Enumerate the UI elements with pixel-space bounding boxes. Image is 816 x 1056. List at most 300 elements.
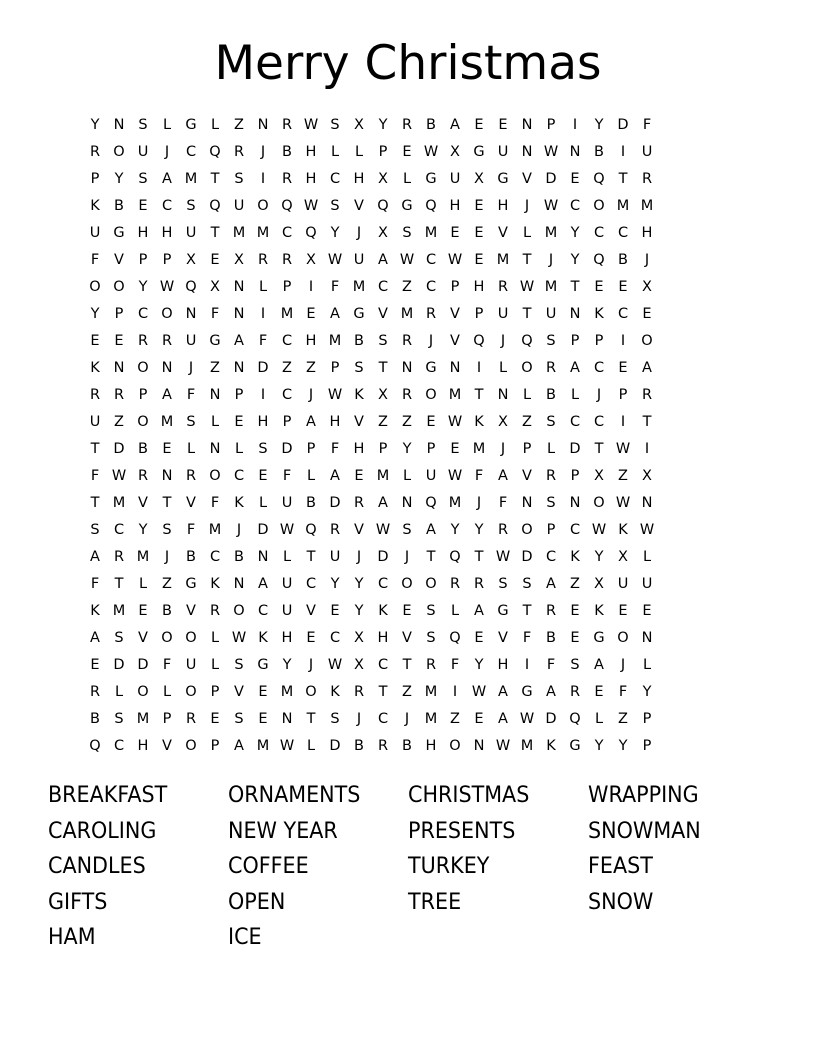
grid-letter: A bbox=[642, 360, 652, 376]
grid-letter: M bbox=[328, 333, 342, 349]
grid-letter: N bbox=[233, 576, 245, 592]
grid-letter: R bbox=[401, 387, 413, 403]
grid-letter: C bbox=[113, 738, 125, 754]
grid-letter: S bbox=[378, 333, 388, 349]
grid-letter: B bbox=[618, 252, 628, 268]
grid-letter: O bbox=[185, 738, 197, 754]
grid-letter: C bbox=[257, 603, 269, 619]
grid-letter: Z bbox=[618, 468, 628, 484]
grid-letter: S bbox=[546, 414, 556, 430]
grid-letter: Y bbox=[594, 738, 604, 754]
grid-letter: T bbox=[90, 441, 100, 457]
grid-letter: Y bbox=[114, 171, 124, 187]
grid-letter: P bbox=[618, 387, 628, 403]
grid-letter: L bbox=[402, 171, 412, 187]
grid-letter: J bbox=[260, 144, 266, 160]
grid-letter: L bbox=[210, 657, 220, 673]
grid-letter: Y bbox=[354, 576, 364, 592]
grid-letter: B bbox=[426, 117, 436, 133]
grid-letter: H bbox=[281, 630, 293, 646]
grid-letter: A bbox=[474, 603, 484, 619]
word-list-item: TURKEY bbox=[408, 854, 490, 879]
grid-row bbox=[83, 220, 743, 247]
grid-row bbox=[83, 490, 743, 517]
grid-letter: E bbox=[642, 306, 652, 322]
grid-letter: Z bbox=[210, 360, 220, 376]
grid-letter: O bbox=[113, 144, 125, 160]
grid-letter: I bbox=[620, 414, 626, 430]
grid-letter: Q bbox=[89, 738, 101, 754]
grid-letter: Y bbox=[282, 657, 292, 673]
grid-letter: P bbox=[642, 738, 652, 754]
grid-letter: O bbox=[257, 198, 269, 214]
grid-letter: A bbox=[330, 306, 340, 322]
grid-letter: A bbox=[90, 630, 100, 646]
grid-letter: D bbox=[617, 117, 629, 133]
grid-row bbox=[83, 139, 743, 166]
grid-letter: T bbox=[522, 252, 532, 268]
grid-letter: S bbox=[402, 522, 412, 538]
grid-letter: E bbox=[90, 333, 100, 349]
grid-letter: D bbox=[113, 441, 125, 457]
grid-letter: F bbox=[90, 252, 100, 268]
grid-letter: W bbox=[279, 738, 295, 754]
grid-letter: W bbox=[447, 468, 463, 484]
grid-letter: U bbox=[185, 333, 197, 349]
grid-letter: V bbox=[402, 630, 412, 646]
grid-letter: I bbox=[572, 117, 578, 133]
grid-letter: L bbox=[546, 441, 556, 457]
grid-letter: X bbox=[354, 657, 364, 673]
grid-letter: Y bbox=[354, 603, 364, 619]
grid-letter: H bbox=[161, 225, 173, 241]
grid-letter: P bbox=[546, 117, 556, 133]
grid-letter: N bbox=[257, 549, 269, 565]
grid-letter: N bbox=[257, 117, 269, 133]
grid-letter: E bbox=[210, 711, 220, 727]
grid-letter: Z bbox=[402, 684, 412, 700]
grid-letter: V bbox=[450, 333, 460, 349]
grid-letter: X bbox=[378, 225, 388, 241]
grid-letter: E bbox=[138, 198, 148, 214]
grid-letter: R bbox=[89, 144, 101, 160]
grid-letter: N bbox=[401, 495, 413, 511]
grid-letter: C bbox=[329, 630, 341, 646]
grid-letter: P bbox=[642, 711, 652, 727]
grid-letter: W bbox=[615, 495, 631, 511]
grid-letter: N bbox=[449, 360, 461, 376]
word-list-item: WRAPPING bbox=[588, 783, 699, 808]
grid-letter: X bbox=[354, 117, 364, 133]
grid-letter: K bbox=[90, 360, 100, 376]
word-list-item: PRESENTS bbox=[408, 818, 516, 844]
grid-letter: U bbox=[617, 576, 629, 592]
grid-letter: R bbox=[113, 549, 125, 565]
grid-letter: E bbox=[258, 468, 268, 484]
grid-letter: D bbox=[545, 711, 557, 727]
grid-letter: B bbox=[234, 549, 244, 565]
grid-letter: Q bbox=[209, 198, 221, 214]
grid-letter: G bbox=[425, 360, 437, 376]
grid-letter: Q bbox=[425, 198, 437, 214]
grid-letter: E bbox=[402, 603, 412, 619]
grid-letter: P bbox=[570, 468, 580, 484]
grid-letter: M bbox=[208, 522, 222, 538]
grid-letter: N bbox=[521, 144, 533, 160]
grid-letter: Z bbox=[162, 576, 172, 592]
grid-letter: C bbox=[425, 279, 437, 295]
grid-letter: T bbox=[114, 576, 124, 592]
grid-letter: R bbox=[377, 738, 389, 754]
grid-letter: C bbox=[281, 225, 293, 241]
grid-letter: P bbox=[378, 144, 388, 160]
grid-letter: Y bbox=[594, 549, 604, 565]
grid-letter: N bbox=[209, 387, 221, 403]
grid-letter: Z bbox=[450, 711, 460, 727]
grid-letter: O bbox=[305, 684, 317, 700]
grid-letter: L bbox=[186, 441, 196, 457]
grid-letter: R bbox=[425, 306, 437, 322]
grid-letter: L bbox=[354, 144, 364, 160]
grid-letter: X bbox=[498, 414, 508, 430]
grid-letter: T bbox=[306, 711, 316, 727]
grid-letter: A bbox=[546, 576, 556, 592]
grid-letter: R bbox=[401, 117, 413, 133]
grid-letter: R bbox=[353, 495, 365, 511]
grid-letter: I bbox=[308, 279, 314, 295]
grid-row bbox=[83, 382, 743, 409]
grid-letter: X bbox=[618, 549, 628, 565]
grid-letter: I bbox=[260, 306, 266, 322]
grid-letter: G bbox=[473, 144, 485, 160]
grid-letter: C bbox=[569, 414, 581, 430]
grid-letter: W bbox=[327, 387, 343, 403]
grid-letter: Z bbox=[402, 279, 412, 295]
grid-letter: E bbox=[402, 144, 412, 160]
grid-letter: D bbox=[137, 657, 149, 673]
grid-letter: N bbox=[497, 387, 509, 403]
grid-letter: D bbox=[329, 495, 341, 511]
grid-letter: E bbox=[450, 225, 460, 241]
grid-letter: J bbox=[524, 198, 530, 214]
grid-letter: Q bbox=[449, 630, 461, 646]
grid-letter: Y bbox=[402, 441, 412, 457]
grid-letter: Q bbox=[377, 198, 389, 214]
grid-letter: T bbox=[474, 387, 484, 403]
grid-letter: S bbox=[330, 711, 340, 727]
grid-letter: L bbox=[306, 738, 316, 754]
grid-letter: D bbox=[257, 360, 269, 376]
grid-letter: K bbox=[594, 603, 604, 619]
grid-letter: C bbox=[281, 387, 293, 403]
grid-letter: L bbox=[642, 657, 652, 673]
grid-letter: A bbox=[498, 684, 508, 700]
grid-letter: E bbox=[642, 603, 652, 619]
grid-letter: M bbox=[232, 225, 246, 241]
grid-letter: U bbox=[329, 549, 341, 565]
grid-letter: R bbox=[545, 360, 557, 376]
grid-letter: W bbox=[447, 414, 463, 430]
grid-letter: X bbox=[474, 171, 484, 187]
grid-letter: J bbox=[356, 711, 362, 727]
grid-letter: B bbox=[162, 603, 172, 619]
grid-letter: K bbox=[90, 603, 100, 619]
grid-letter: W bbox=[399, 252, 415, 268]
grid-letter: M bbox=[280, 306, 294, 322]
grid-letter: C bbox=[137, 306, 149, 322]
grid-letter: N bbox=[401, 360, 413, 376]
grid-letter: R bbox=[497, 522, 509, 538]
grid-letter: R bbox=[137, 333, 149, 349]
grid-letter: N bbox=[113, 360, 125, 376]
grid-letter: F bbox=[282, 468, 292, 484]
grid-letter: W bbox=[543, 144, 559, 160]
grid-letter: M bbox=[424, 684, 438, 700]
grid-letter: E bbox=[450, 441, 460, 457]
grid-letter: F bbox=[258, 333, 268, 349]
grid-row bbox=[83, 706, 743, 733]
grid-letter: R bbox=[545, 468, 557, 484]
grid-letter: E bbox=[234, 414, 244, 430]
grid-letter: I bbox=[452, 684, 458, 700]
grid-row bbox=[83, 463, 743, 490]
grid-letter: W bbox=[495, 549, 511, 565]
grid-letter: E bbox=[354, 468, 364, 484]
grid-letter: E bbox=[114, 333, 124, 349]
grid-row bbox=[83, 598, 743, 625]
grid-letter: M bbox=[496, 252, 510, 268]
grid-letter: D bbox=[329, 738, 341, 754]
grid-letter: Z bbox=[618, 711, 628, 727]
grid-letter: V bbox=[234, 684, 244, 700]
grid-letter: S bbox=[522, 576, 532, 592]
grid-letter: R bbox=[257, 252, 269, 268]
grid-letter: U bbox=[137, 144, 149, 160]
grid-letter: V bbox=[138, 495, 148, 511]
grid-letter: A bbox=[90, 549, 100, 565]
grid-letter: O bbox=[137, 360, 149, 376]
grid-letter: V bbox=[354, 198, 364, 214]
grid-letter: Q bbox=[593, 252, 605, 268]
grid-letter: I bbox=[260, 171, 266, 187]
grid-letter: P bbox=[426, 441, 436, 457]
grid-letter: Y bbox=[642, 684, 652, 700]
grid-letter: T bbox=[210, 171, 220, 187]
grid-letter: J bbox=[500, 333, 506, 349]
grid-letter: L bbox=[306, 468, 316, 484]
word-list-item: CHRISTMAS bbox=[408, 783, 530, 808]
grid-letter: F bbox=[90, 468, 100, 484]
grid-letter: E bbox=[498, 117, 508, 133]
grid-letter: E bbox=[474, 711, 484, 727]
grid-letter: D bbox=[569, 441, 581, 457]
grid-letter: P bbox=[282, 279, 292, 295]
grid-letter: F bbox=[642, 117, 652, 133]
grid-letter: A bbox=[378, 495, 388, 511]
grid-letter: O bbox=[425, 576, 437, 592]
grid-letter: N bbox=[569, 144, 581, 160]
grid-letter: G bbox=[185, 117, 197, 133]
grid-letter: O bbox=[593, 495, 605, 511]
grid-letter: S bbox=[330, 198, 340, 214]
grid-letter: N bbox=[209, 441, 221, 457]
grid-letter: C bbox=[329, 171, 341, 187]
grid-row bbox=[83, 112, 743, 139]
grid-letter: C bbox=[113, 522, 125, 538]
grid-letter: Y bbox=[138, 279, 148, 295]
grid-letter: S bbox=[114, 630, 124, 646]
grid-letter: W bbox=[303, 198, 319, 214]
word-list-item: CANDLES bbox=[48, 854, 146, 879]
grid-letter: W bbox=[519, 279, 535, 295]
grid-letter: Z bbox=[282, 360, 292, 376]
grid-letter: D bbox=[281, 441, 293, 457]
grid-letter: N bbox=[281, 711, 293, 727]
grid-letter: E bbox=[162, 441, 172, 457]
grid-letter: M bbox=[280, 684, 294, 700]
grid-letter: J bbox=[596, 387, 602, 403]
grid-letter: N bbox=[569, 306, 581, 322]
grid-letter: H bbox=[353, 171, 365, 187]
grid-letter: R bbox=[233, 144, 245, 160]
grid-letter: M bbox=[544, 225, 558, 241]
grid-letter: A bbox=[306, 414, 316, 430]
grid-letter: Q bbox=[305, 225, 317, 241]
grid-letter: P bbox=[114, 306, 124, 322]
grid-letter: K bbox=[90, 198, 100, 214]
grid-letter: L bbox=[162, 684, 172, 700]
grid-letter: O bbox=[161, 306, 173, 322]
grid-letter: J bbox=[644, 252, 650, 268]
grid-letter: Y bbox=[570, 252, 580, 268]
grid-letter: Q bbox=[569, 711, 581, 727]
grid-letter: G bbox=[185, 576, 197, 592]
grid-letter: T bbox=[426, 549, 436, 565]
grid-letter: H bbox=[329, 414, 341, 430]
grid-letter: L bbox=[402, 468, 412, 484]
grid-letter: V bbox=[354, 522, 364, 538]
grid-letter: J bbox=[428, 333, 434, 349]
grid-letter: W bbox=[423, 144, 439, 160]
grid-letter: E bbox=[570, 171, 580, 187]
word-list-item: OPEN bbox=[228, 889, 286, 915]
grid-letter: E bbox=[474, 252, 484, 268]
grid-letter: F bbox=[330, 279, 340, 295]
grid-letter: X bbox=[234, 252, 244, 268]
grid-letter: F bbox=[330, 441, 340, 457]
grid-letter: O bbox=[521, 360, 533, 376]
grid-letter: J bbox=[404, 549, 410, 565]
grid-letter: W bbox=[447, 252, 463, 268]
grid-letter: C bbox=[377, 657, 389, 673]
grid-row bbox=[83, 409, 743, 436]
grid-letter: W bbox=[279, 522, 295, 538]
grid-letter: R bbox=[209, 603, 221, 619]
grid-row bbox=[83, 436, 743, 463]
grid-letter: X bbox=[306, 252, 316, 268]
word-list-item: SNOW bbox=[588, 889, 654, 915]
grid-letter: Q bbox=[209, 144, 221, 160]
grid-letter: P bbox=[474, 306, 484, 322]
grid-letter: T bbox=[522, 306, 532, 322]
grid-letter: B bbox=[594, 144, 604, 160]
grid-letter: Q bbox=[521, 333, 533, 349]
grid-letter: V bbox=[186, 603, 196, 619]
grid-letter: V bbox=[378, 306, 388, 322]
grid-letter: E bbox=[618, 603, 628, 619]
grid-letter: N bbox=[185, 306, 197, 322]
grid-letter: R bbox=[161, 333, 173, 349]
grid-letter: C bbox=[377, 711, 389, 727]
grid-letter: D bbox=[113, 657, 125, 673]
grid-letter: K bbox=[210, 576, 220, 592]
grid-letter: L bbox=[282, 549, 292, 565]
grid-letter: K bbox=[474, 414, 484, 430]
grid-letter: L bbox=[210, 630, 220, 646]
grid-letter: N bbox=[641, 495, 653, 511]
grid-letter: S bbox=[138, 117, 148, 133]
grid-letter: J bbox=[476, 495, 482, 511]
grid-letter: R bbox=[497, 279, 509, 295]
grid-letter: O bbox=[425, 387, 437, 403]
grid-letter: B bbox=[282, 144, 292, 160]
grid-letter: C bbox=[569, 198, 581, 214]
grid-letter: C bbox=[545, 549, 557, 565]
grid-letter: V bbox=[114, 252, 124, 268]
grid-letter: Z bbox=[114, 414, 124, 430]
grid-letter: R bbox=[89, 684, 101, 700]
grid-letter: C bbox=[593, 360, 605, 376]
grid-letter: H bbox=[305, 144, 317, 160]
grid-letter: V bbox=[354, 414, 364, 430]
grid-letter: U bbox=[449, 171, 461, 187]
grid-letter: Q bbox=[473, 333, 485, 349]
grid-letter: W bbox=[591, 522, 607, 538]
grid-letter: S bbox=[162, 522, 172, 538]
grid-letter: S bbox=[402, 225, 412, 241]
word-list-item: GIFTS bbox=[48, 889, 108, 915]
grid-letter: L bbox=[234, 441, 244, 457]
grid-letter: R bbox=[281, 171, 293, 187]
grid-letter: B bbox=[138, 441, 148, 457]
grid-letter: L bbox=[210, 117, 220, 133]
grid-letter: C bbox=[185, 144, 197, 160]
grid-letter: X bbox=[186, 252, 196, 268]
grid-letter: F bbox=[162, 657, 172, 673]
grid-letter: A bbox=[234, 333, 244, 349]
grid-letter: X bbox=[378, 171, 388, 187]
grid-letter: G bbox=[425, 171, 437, 187]
grid-letter: K bbox=[258, 630, 268, 646]
grid-letter: Z bbox=[306, 360, 316, 376]
grid-letter: O bbox=[113, 279, 125, 295]
word-list-item: CAROLING bbox=[48, 818, 157, 844]
grid-letter: S bbox=[330, 117, 340, 133]
grid-letter: F bbox=[90, 576, 100, 592]
grid-letter: R bbox=[401, 333, 413, 349]
grid-letter: H bbox=[641, 225, 653, 241]
grid-letter: W bbox=[519, 711, 535, 727]
grid-letter: A bbox=[594, 657, 604, 673]
grid-letter: O bbox=[641, 333, 653, 349]
grid-letter: A bbox=[546, 684, 556, 700]
grid-letter: S bbox=[354, 360, 364, 376]
grid-letter: A bbox=[162, 171, 172, 187]
grid-letter: P bbox=[162, 252, 172, 268]
grid-letter: Z bbox=[570, 576, 580, 592]
grid-letter: T bbox=[378, 684, 388, 700]
grid-letter: U bbox=[185, 225, 197, 241]
